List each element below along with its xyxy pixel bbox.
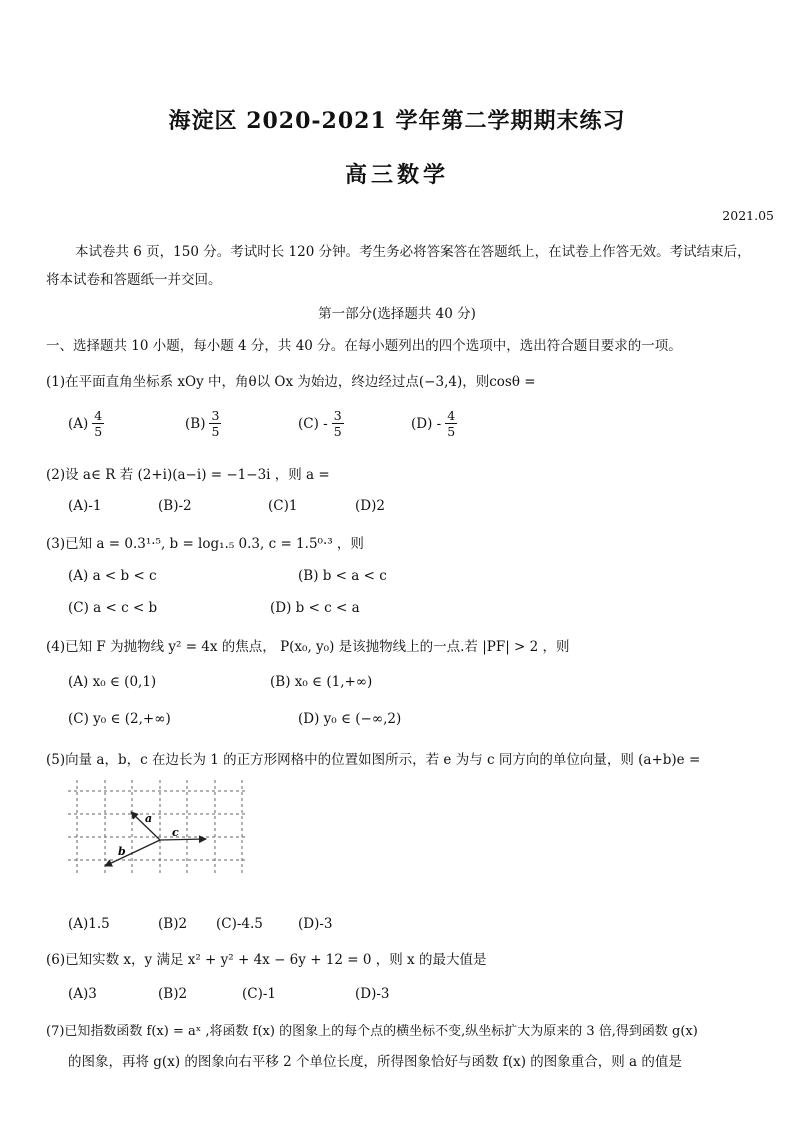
vector-c-arrow — [160, 839, 206, 840]
q1-option-b: (B) $\frac{3}{5}$ — [185, 408, 220, 439]
q5-option-d: (D)-3 — [298, 916, 333, 932]
q3-option-b: (B) b < a < c — [298, 568, 387, 584]
q7-line-1: (7)已知指数函数 f(x) = aˣ ,将函数 f(x) 的图象上的每个点的横坐标不变,纵坐标扩大为原来的 3 倍,得到函数 g(x) — [46, 1024, 698, 1039]
q7-line-2: 的图象，再将 g(x) 的图象向右平移 2 个单位长度，所得图象恰好与函数 f(x) 的图象重合，则 a 的值是 — [68, 1054, 682, 1070]
q5-option-a: (A)1.5 — [68, 916, 110, 932]
q1-stem: (1)在平面直角坐标系 xOy 中，角θ以 Ox 为始边，终边经过点(−3,4)，则cosθ = — [46, 374, 536, 390]
q2-option-c: (C)1 — [268, 498, 298, 514]
q3-option-d: (D) b < c < a — [270, 600, 360, 616]
exam-date: 2021.05 — [722, 208, 774, 223]
q6-stem: (6)已知实数 x，y 满足 x² + y² + 4x − 6y + 12 = 0 ，则 x 的最大值是 — [46, 952, 487, 968]
part1-heading: 第一部分(选择题共 40 分) — [318, 306, 476, 322]
q1-option-a: (A) $\frac{4}{5}$ — [68, 408, 103, 439]
intro-line-1: 本试卷共 6 页，150 分。考试时长 120 分钟。考生务必将答案答在答题纸上，在试卷上作答无效。考试结束后， — [75, 244, 751, 260]
q6-option-a: (A)3 — [68, 986, 97, 1002]
q4-option-b: (B) x₀ ∈ (1,+∞) — [270, 674, 373, 690]
q4-option-d: (D) y₀ ∈ (−∞,2) — [298, 711, 402, 727]
q6-option-b: (B)2 — [158, 986, 188, 1002]
vector-c-label: c — [172, 826, 179, 839]
vector-a-label: a — [145, 812, 153, 825]
intro-line-2: 将本试卷和答题纸一并交回。 — [46, 272, 222, 288]
vector-b-label: b — [118, 845, 126, 858]
q6-option-c: (C)-1 — [242, 986, 277, 1002]
vector-b-arrow — [105, 840, 160, 866]
exam-title: 海淀区 2020-2021 学年第二学期期末练习 — [168, 108, 626, 134]
q3-stem: (3)已知 a = 0.3¹·⁵, b = log₁.₅ 0.3, c = 1.5⁰·³ ，则 — [46, 536, 364, 552]
q4-option-c: (C) y₀ ∈ (2,+∞) — [68, 711, 171, 727]
q2-option-d: (D)2 — [355, 498, 385, 514]
q3-option-c: (C) a < c < b — [68, 600, 158, 616]
q1-option-c: (C) - $\frac{3}{5}$ — [298, 408, 342, 439]
part1-instruction: 一、选择题共 10 小题，每小题 4 分，共 40 分。在每小题列出的四个选项中，选出符合题目要求的一项。 — [46, 338, 682, 354]
q6-option-d: (D)-3 — [355, 986, 390, 1002]
q2-option-b: (B)-2 — [158, 498, 192, 514]
q4-option-a: (A) x₀ ∈ (0,1) — [68, 674, 157, 690]
q4-stem: (4)已知 F 为抛物线 y² = 4x 的焦点， P(x₀, y₀) 是该抛物线上的一点.若 |PF| > 2 ，则 — [46, 639, 570, 655]
vector-grid-figure — [68, 780, 248, 876]
grid-lines — [68, 780, 246, 874]
q2-option-a: (A)-1 — [68, 498, 102, 514]
q5-option-b: (B)2 — [158, 916, 188, 932]
q5-stem: (5)向量 a，b，c 在边长为 1 的正方形网格中的位置如图所示，若 e 为与 c 同方向的单位向量，则 (a+b)e = — [46, 752, 701, 768]
q3-option-a: (A) a < b < c — [68, 568, 157, 584]
q5-option-c: (C)-4.5 — [216, 916, 263, 932]
exam-subtitle: 高三数学 — [344, 162, 449, 188]
q2-stem: (2)设 a∈ R 若 (2+i)(a−i) = −1−3i ，则 a = — [46, 467, 330, 483]
q1-option-d: (D) - $\frac{4}{5}$ — [411, 408, 456, 439]
